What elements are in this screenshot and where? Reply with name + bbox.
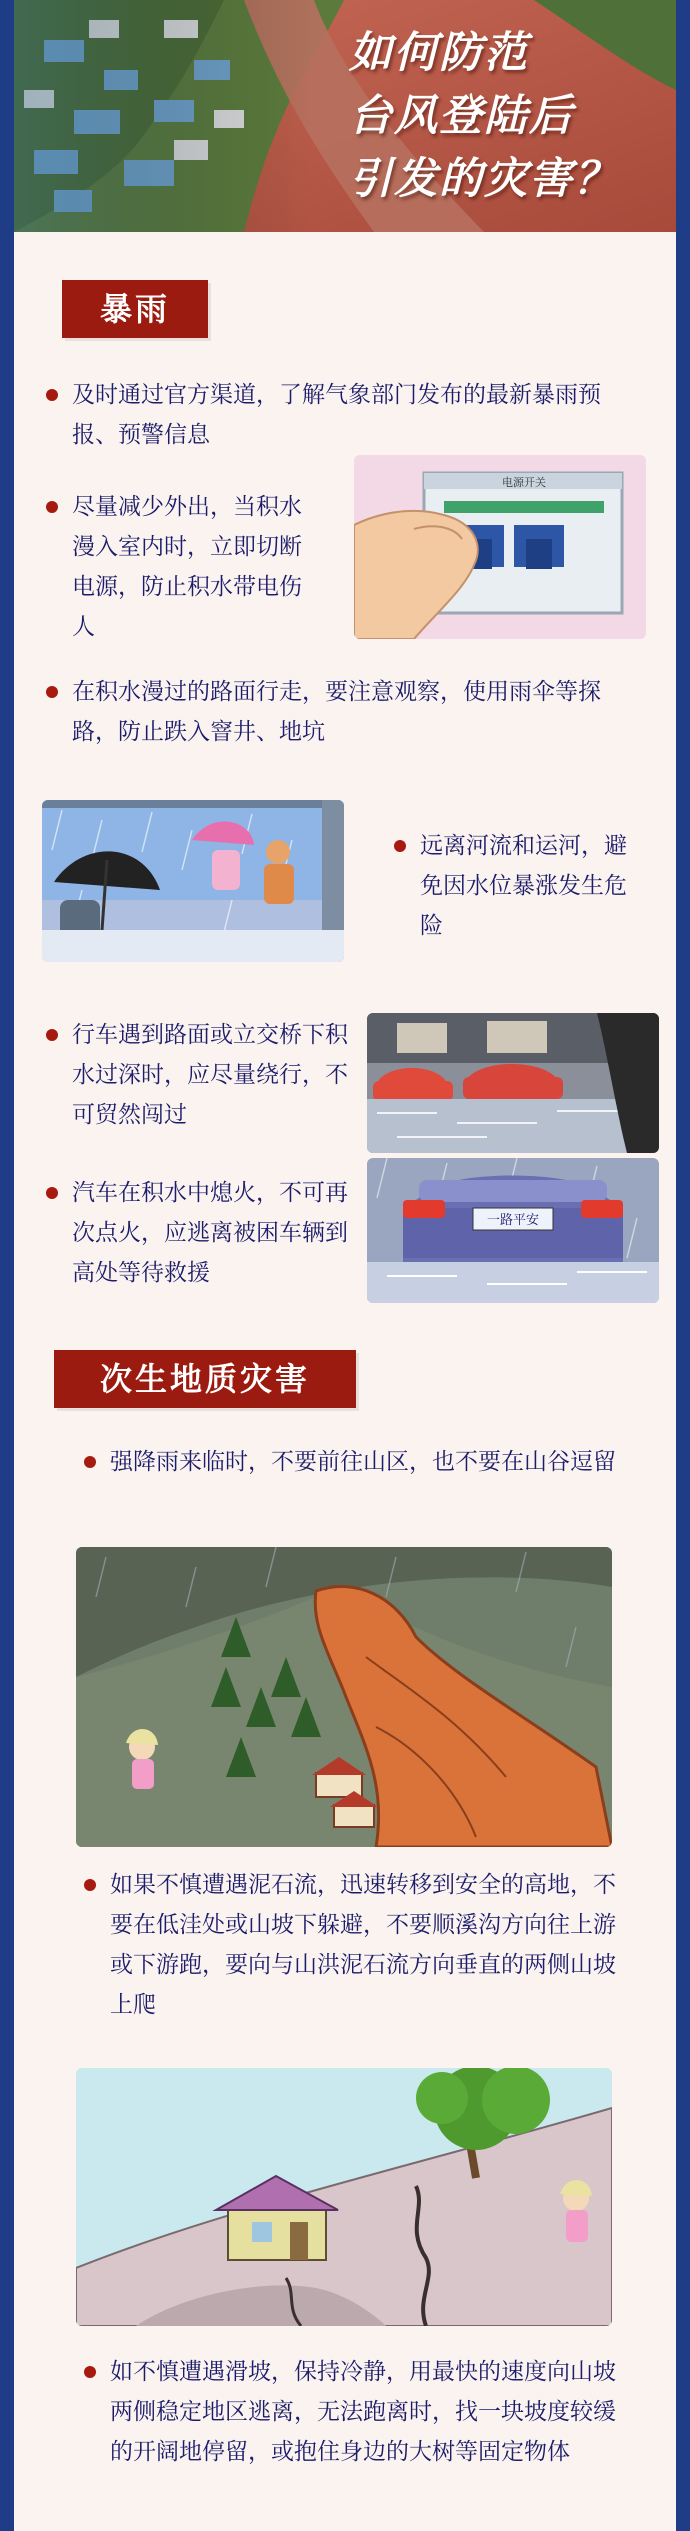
section-heading-geological: 次生地质灾害	[54, 1350, 356, 1408]
bullet-icon	[46, 1029, 58, 1041]
infographic-page	[14, 0, 676, 2531]
banner-title-line-2: 台风登陆后	[349, 91, 574, 141]
rainstorm-item-6: 汽车在积水中熄火，不可再次点火，应逃离被困车辆到高处等待救援	[46, 1173, 366, 1293]
mudslide-illustration	[76, 1547, 612, 1847]
bullet-icon	[84, 2366, 96, 2378]
flooded-street-illustration	[367, 1013, 659, 1153]
header-banner	[14, 0, 676, 232]
rain-umbrella-illustration	[42, 800, 344, 962]
bullet-icon	[46, 389, 58, 401]
stalled-car-illustration	[367, 1158, 659, 1303]
license-plate: 一路平安	[486, 1213, 540, 1228]
bullet-icon	[46, 1187, 58, 1199]
geological-item-3: 如不慎遭遇滑坡，保持冷静，用最快的速度向山坡两侧稳定地区逃离，无法跑离时，找一块坡度较缓的开阔地停留，或抱住身边的大树等固定物体	[84, 2352, 624, 2472]
banner-title-line-3: 引发的灾害？	[349, 154, 619, 204]
banner-title	[349, 22, 619, 211]
rainstorm-item-4: 远离河流和运河，避免因水位暴涨发生危险	[394, 826, 644, 946]
bullet-icon	[46, 686, 58, 698]
geological-item-2: 如果不慎遭遇泥石流，迅速转移到安全的高地，不要在低洼处或山坡下躲避，不要顺溪沟方向往上游或下游跑，要向与山洪泥石流方向垂直的两侧山坡上爬	[84, 1865, 624, 2025]
geological-item-1: 强降雨来临时，不要前往山区，也不要在山谷逗留	[84, 1442, 644, 1482]
switch-label: 电源开关	[502, 476, 546, 489]
rainstorm-item-1: 及时通过官方渠道，了解气象部门发布的最新暴雨预报、预警信息	[46, 375, 646, 455]
banner-title-line-1: 如何防范	[349, 28, 529, 78]
bullet-icon	[46, 501, 58, 513]
rainstorm-item-3: 在积水漫过的路面行走，要注意观察，使用雨伞等探路，防止跌入窨井、地坑	[46, 672, 646, 752]
rainstorm-item-5: 行车遇到路面或立交桥下积水过深时，应尽量绕行，不可贸然闯过	[46, 1015, 366, 1135]
rainstorm-item-2: 尽量减少外出，当积水漫入室内时，立即切断电源，防止积水带电伤人	[46, 487, 316, 647]
landslide-illustration	[76, 2068, 612, 2326]
bullet-icon	[84, 1879, 96, 1891]
power-switch-illustration	[354, 455, 646, 639]
section-heading-rainstorm: 暴雨	[62, 280, 208, 338]
bullet-icon	[394, 840, 406, 852]
bullet-icon	[84, 1456, 96, 1468]
